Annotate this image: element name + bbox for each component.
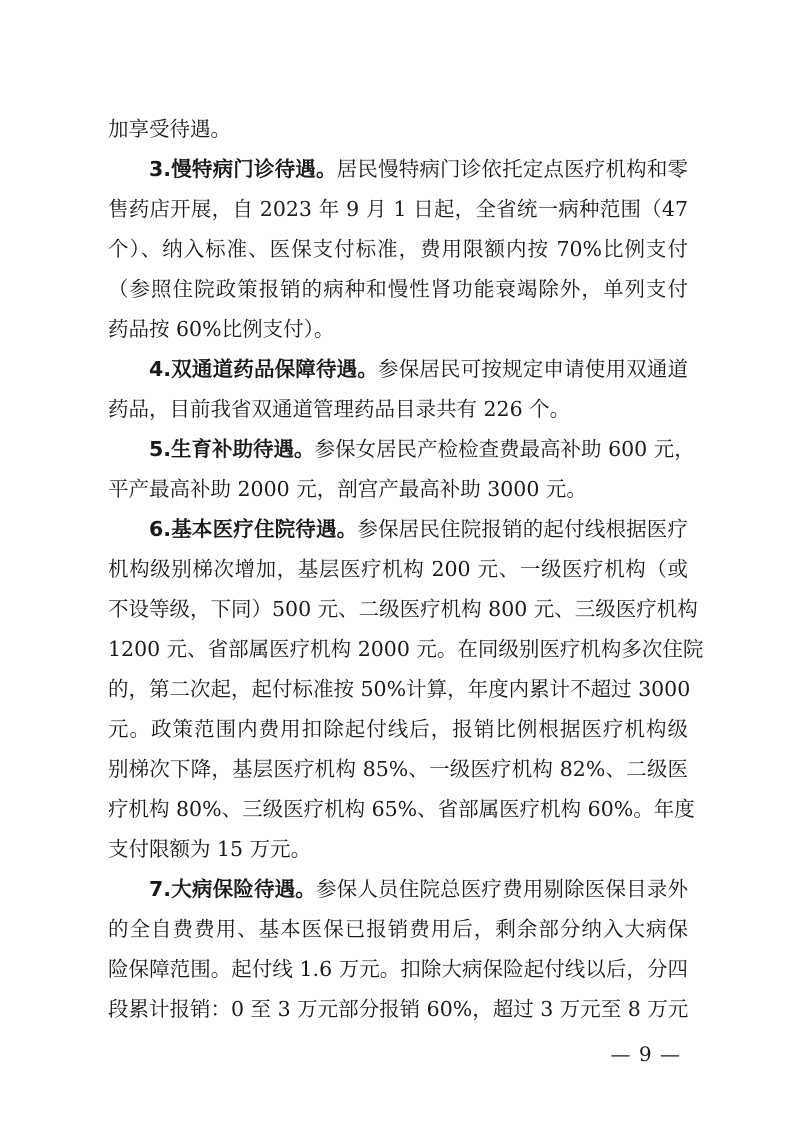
line-text: 1200 元、省部属医疗机构 2000 元。在同级别医疗机构多次住院	[108, 637, 704, 661]
line-text: 机构级别梯次增加，基层医疗机构 200 元、一级医疗机构（或	[108, 557, 688, 581]
line-text: 参保居民住院报销的起付线根据医疗	[357, 517, 688, 541]
text-line	[108, 716, 688, 742]
text-line	[108, 636, 704, 662]
line-text: 个）、纳入标准、医保支付标准，费用限额内按 70%比例支付	[108, 237, 688, 261]
section-heading: 3.慢特病门诊待遇。	[149, 157, 337, 181]
section-heading: 6.基本医疗住院待遇。	[149, 517, 358, 541]
section-heading: 7.大病保险待遇。	[149, 877, 316, 901]
text-line	[108, 316, 688, 342]
text-line	[108, 996, 688, 1022]
text-line	[108, 236, 688, 262]
line-text: 不设等级，下同）500 元、二级医疗机构 800 元、三级医疗机构	[108, 597, 698, 621]
line-text: 别梯次下降，基层医疗机构 85%、一级医疗机构 82%、二级医	[108, 757, 688, 781]
line-text: 元。政策范围内费用扣除起付线后，报销比例根据医疗机构级	[108, 717, 688, 741]
text-line	[108, 476, 688, 502]
text-line	[108, 756, 688, 782]
line-text: 险保障范围。起付线 1.6 万元。扣除大病保险起付线以后，分四	[108, 957, 688, 981]
text-line	[108, 396, 688, 422]
section-heading: 4.双通道药品保障待遇。	[149, 357, 379, 381]
section-heading: 5.生育补助待遇。	[149, 437, 315, 461]
text-line	[108, 956, 688, 982]
paragraph-heading-line	[149, 516, 688, 542]
line-text: 药品，目前我省双通道管理药品目录共有 226 个。	[108, 397, 571, 421]
line-text: 参保女居民产检检查费最高补助 600 元，	[314, 437, 695, 461]
text-line	[108, 196, 688, 222]
line-text: 售药店开展，自 2023 年 9 月 1 日起，全省统一病种范围（47	[108, 197, 688, 221]
line-text: 参保人员住院总医疗费用剔除医保目录外	[315, 877, 689, 901]
line-text: 药品按 60%比例支付）。	[108, 317, 335, 341]
paragraph-heading-line	[149, 156, 688, 182]
line-text: 的全自费费用、基本医保已报销费用后，剩余部分纳入大病保	[108, 917, 688, 941]
line-text: 加享受待遇。	[108, 117, 231, 141]
line-text: 的，第二次起，起付标准按 50%计算，年度内累计不超过 3000	[108, 677, 691, 701]
paragraph-heading-line	[149, 876, 688, 902]
line-text: 平产最高补助 2000 元，剖宫产最高补助 3000 元。	[108, 477, 587, 501]
line-text: 疗机构 80%、三级医疗机构 65%、省部属医疗机构 60%。年度	[108, 797, 695, 821]
text-line	[108, 116, 688, 142]
text-line	[108, 796, 695, 822]
line-text: 支付限额为 15 万元。	[108, 837, 312, 861]
text-line	[108, 836, 688, 862]
line-text: 居民慢特病门诊依托定点医疗机构和零	[336, 157, 688, 181]
line-text: 参保居民可按规定申请使用双通道	[378, 357, 688, 381]
text-line	[108, 676, 691, 702]
text-line	[108, 556, 688, 582]
text-line	[108, 916, 688, 942]
paragraph-heading-line	[149, 436, 695, 462]
page-number: — 9 —	[610, 1042, 681, 1066]
text-line	[108, 276, 688, 302]
line-text: 段累计报销：0 至 3 万元部分报销 60%，超过 3 万元至 8 万元	[108, 997, 689, 1021]
paragraph-heading-line	[149, 356, 688, 382]
line-text: （参照住院政策报销的病种和慢性肾功能衰竭除外，单列支付	[108, 277, 688, 301]
text-line	[108, 596, 698, 622]
